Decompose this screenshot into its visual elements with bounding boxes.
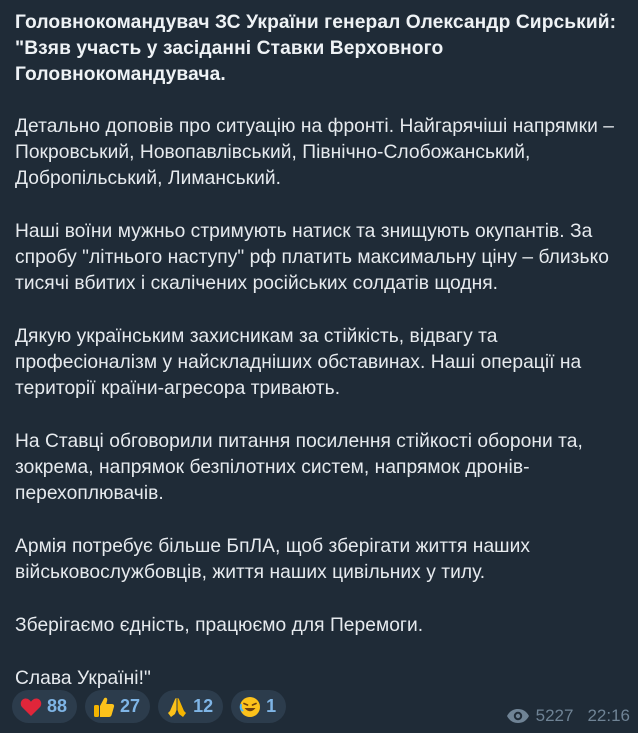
reaction-heart-count: 88 (47, 696, 68, 716)
reaction-thumbs-up[interactable] (85, 690, 150, 723)
reaction-laughing-count: 1 (266, 696, 277, 716)
reactions-bar (12, 690, 286, 723)
message-meta (506, 706, 630, 726)
view-count: 5227 (535, 706, 574, 725)
thumbs-up-icon (93, 696, 115, 718)
message-time: 22:16 (587, 706, 630, 725)
message-title: Головнокомандувач ЗС України генерал Олександр Сирський: "Взяв участь у засіданні Ставки Верховного Головнокомандувача. (15, 12, 617, 85)
laughing-face-icon (239, 696, 261, 718)
reaction-laughing[interactable] (231, 690, 286, 723)
reaction-praying-hands-count: 12 (193, 696, 214, 716)
message-paragraph-2: Наші воїни мужньо стримують натиск та знищують окупантів. За спробу "літнього наступу" рф платить максимальну ціну – близько тисячі вбитих і скалічених російських солдатів щодня. (15, 221, 609, 294)
heart-icon (20, 696, 42, 718)
message-paragraph-5: Армія потребує більше БпЛА, щоб зберігати життя наших військовослужбовців, життя наших цивільних у тилу. (15, 536, 531, 583)
message-paragraph-7: Слава Україні!" (15, 668, 151, 689)
eye-icon (506, 708, 530, 724)
reaction-praying-hands[interactable] (158, 690, 223, 723)
message-paragraph-1: Детально доповів про ситуацію на фронті. Найгарячіші напрямки – Покровський, Новопавлівський, Північно-Слобожанський, Добропільський, Лиманський. (15, 116, 614, 189)
message-paragraph-4: На Ставці обговорили питання посилення стійкості оборони та, зокрема, напрямок безпілотних систем, напрямок дронів-перехоплювачів. (15, 431, 583, 504)
message-paragraph-6: Зберігаємо єдність, працюємо для Перемоги. (15, 615, 424, 636)
praying-hands-icon (166, 696, 188, 718)
reaction-thumbs-up-count: 27 (120, 696, 141, 716)
message-paragraph-3: Дякую українським захисникам за стійкість, відвагу та професіоналізм у найскладніших обставинах. Наші операції на території країни-агресора тривають. (15, 326, 582, 399)
reaction-heart[interactable] (12, 690, 77, 723)
